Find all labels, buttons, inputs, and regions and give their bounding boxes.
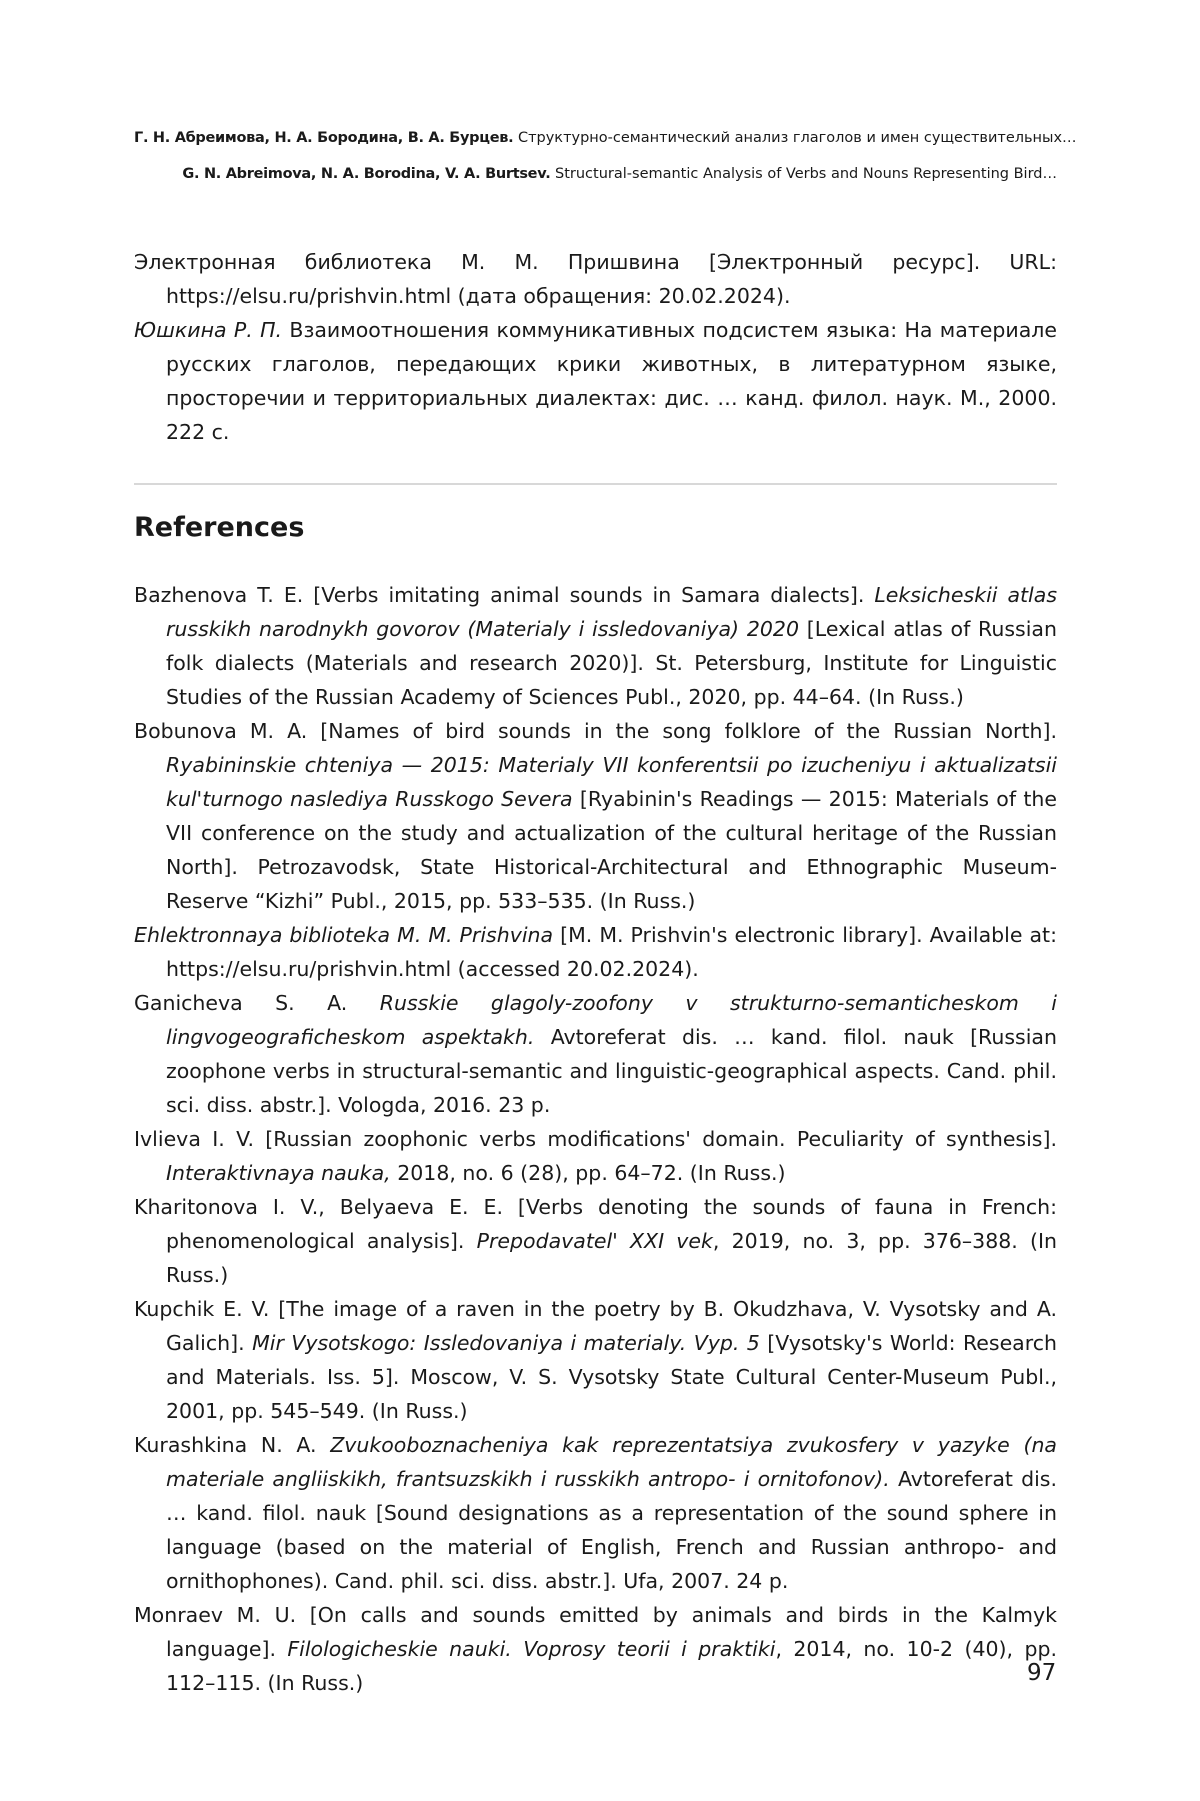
reference-after: 2018, no. 6 (28), pp. 64–72. (In Russ.) (390, 1161, 786, 1185)
reference-before: Ivlieva I. V. [Russian zoophonic verbs modifications' domain. Peculiarity of synthesis]. (134, 1127, 1057, 1151)
reference-entry (134, 986, 1057, 1122)
reference-italic: Leksicheskii atlas russkikh narodnykh govorov (Materialy i issledovaniya) 2020 (166, 583, 1057, 641)
reference-before: Bazhenova T. E. [Verbs imitating animal sounds in Samara dialects]. (134, 583, 875, 607)
page-number: 97 (1027, 1660, 1057, 1686)
header-ru-authors: Г. Н. Абреимова, Н. А. Бородина, В. А. Бурцев. (134, 130, 514, 146)
references-heading: References (134, 512, 305, 543)
header-en-title: Structural-semantic Analysis of Verbs and Nouns Representing Bird… (555, 166, 1057, 182)
reference-after: , 2014, no. 10-2 (40), pp. 112–115. (In Russ.) (166, 1637, 1057, 1695)
reference-after: [Vysotsky's World: Research and Materials. Iss. 5]. Moscow, V. S. Vysotsky State Cultural Center-Museum Publ., 2001, pp. 545–549. (In Russ.) (166, 1331, 1057, 1423)
reference-entry (134, 1190, 1057, 1292)
reference-after: [Lexical atlas of Russian folk dialects (Materials and research 2020)]. St. Petersburg, Institute for Linguistic Studies of the Russian Academy of Sciences Publ., 2020, pp. 44–64. (In Russ.) (166, 617, 1057, 709)
reference-italic: Zvukooboznacheniya kak reprezentatsiya zvukosfery v yazyke (na materiale angliiskikh, frantsuzskikh i russkikh antropo- i ornitofonov). (166, 1433, 1057, 1491)
reference-after: Avtoreferat dis. … kand. filol. nauk [Russian zoophone verbs in structural-semantic and linguistic-geographical aspects. Cand. phil. sci. diss. abstr.]. Vologda, 2016. 23 p. (166, 1025, 1057, 1117)
reference-after: Avtoreferat dis. … kand. filol. nauk [Sound designations as a representation of the sound sphere in language (based on the material of English, French and Russian anthropo- and ornithophones). Cand. phil. sci. diss. abstr.]. Ufa, 2007. 24 p. (166, 1467, 1058, 1593)
reference-italic: Ryabininskie chteniya — 2015: Materialy VII konferentsii po izucheniyu i aktualizatsii kul'turnogo naslediya Russkogo Severa (166, 753, 1057, 811)
ru-reference-entry (134, 313, 1057, 449)
reference-entry (134, 1428, 1057, 1598)
reference-before: Kharitonova I. V., Belyaeva E. E. [Verbs denoting the sounds of fauna in French: phenomenological analysis]. (134, 1195, 1057, 1253)
reference-italic: Mir Vysotskogo: Issledovaniya i materialy. Vyp. 5 (252, 1331, 760, 1355)
reference-entry (134, 1292, 1057, 1428)
running-header (134, 128, 1077, 184)
ru-ref-author: Юшкина Р. П. (134, 318, 283, 342)
reference-before: Monraev M. U. [On calls and sounds emitted by animals and birds in the Kalmyk language]. (134, 1603, 1057, 1661)
reference-entry (134, 714, 1057, 918)
header-ru-title: Структурно-семантический анализ глаголов и имен существительных… (517, 130, 1077, 146)
ru-ref-text: Электронная библиотека М. М. Пришвина [Электронный ресурс]. URL: https://elsu.ru/prishvin.html (дата обращения: 20.02.2024). (134, 250, 1057, 308)
reference-entry (134, 1122, 1057, 1190)
running-header-ru (134, 128, 1077, 148)
reference-after: [Ryabinin's Readings — 2015: Materials of the VII conference on the study and actualization of the cultural heritage of the Russian North]. Petrozavodsk, State Historical-Architectural and Ethnographic Museum-Reserve “Kizhi” Publ., 2015, pp. 533–535. (In Russ.) (166, 787, 1058, 913)
reference-before: Kupchik E. V. [The image of a raven in the poetry by B. Okudzhava, V. Vysotsky and A. Galich]. (134, 1297, 1057, 1355)
ru-ref-text: Взаимоотношения коммуникативных подсистем языка: На материале русских глаголов, передающих крики животных, в литературном языке, просторечии и территориальных диалектах: дис. … канд. филол. наук. М., 2000. 222 с. (166, 318, 1058, 444)
ru-reference-entry (134, 245, 1057, 313)
reference-entry (134, 1598, 1057, 1700)
running-header-en (134, 164, 1057, 184)
reference-italic: Interaktivnaya nauka, (166, 1161, 391, 1185)
reference-before: Kurashkina N. A. (134, 1433, 331, 1457)
section-divider (134, 483, 1057, 485)
references-list (134, 578, 1057, 1700)
header-en-authors: G. N. Abreimova, N. A. Borodina, V. A. Burtsev. (182, 166, 551, 182)
reference-italic: Prepodavatel' XXI vek (476, 1229, 713, 1253)
reference-before: Ganicheva S. A. (134, 991, 380, 1015)
reference-italic: Filologicheskie nauki. Voprosy teorii i praktiki (287, 1637, 776, 1661)
reference-entry (134, 578, 1057, 714)
reference-after: , 2019, no. 3, pp. 376–388. (In Russ.) (166, 1229, 1058, 1287)
russian-references (134, 245, 1057, 449)
reference-italic: Ehlektronnaya biblioteka M. M. Prishvina (134, 923, 554, 947)
reference-before: Bobunova M. A. [Names of bird sounds in the song folklore of the Russian North]. (134, 719, 1057, 743)
reference-after: [M. M. Prishvin's electronic library]. Available at: https://elsu.ru/prishvin.html (accessed 20.02.2024). (166, 923, 1057, 981)
reference-entry (134, 918, 1057, 986)
reference-italic: Russkie glagoly-zoofony v strukturno-semanticheskom i lingvogeograficheskom aspektakh. (166, 991, 1057, 1049)
